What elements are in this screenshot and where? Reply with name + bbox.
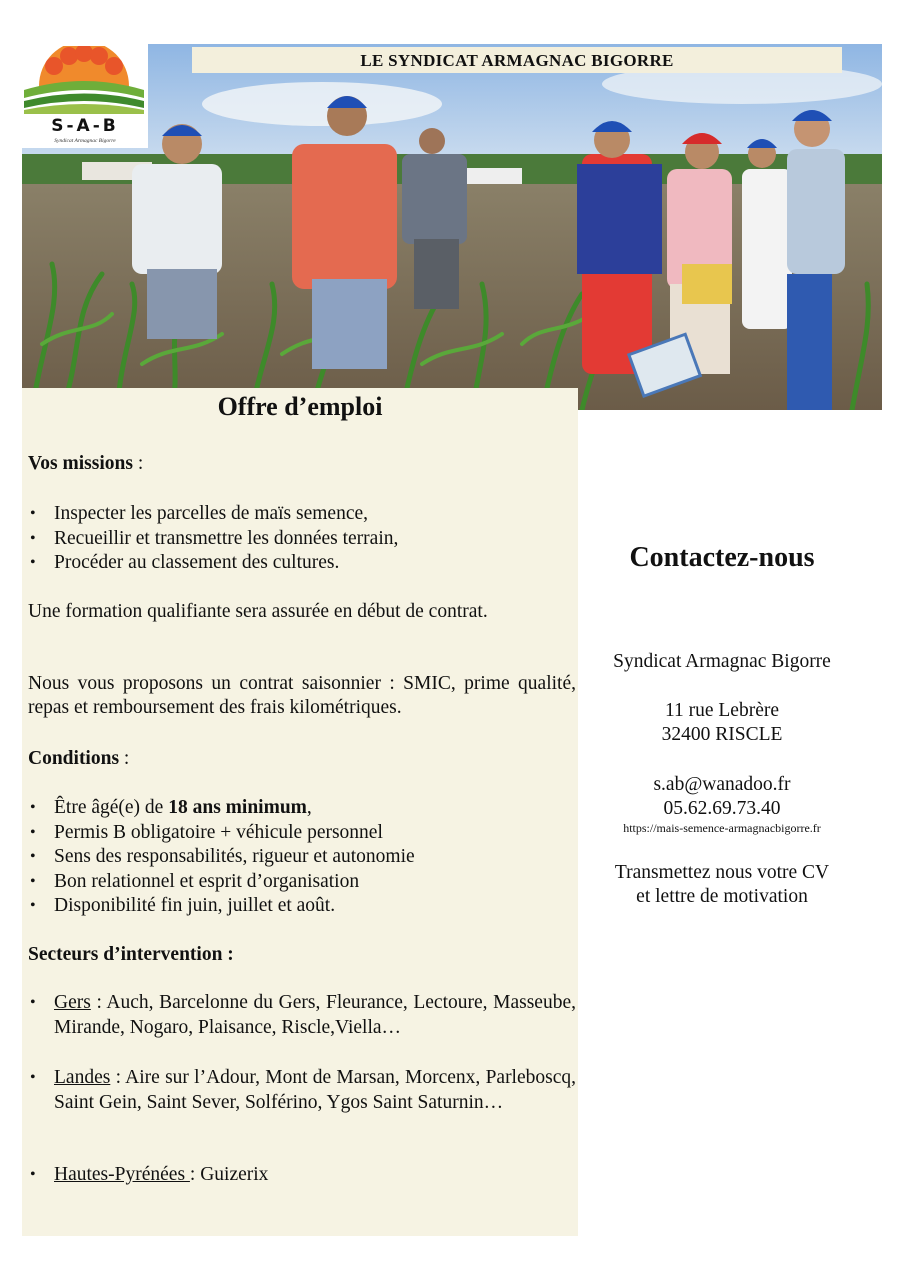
contact-website-link[interactable]: https://mais-semence-armagnacbigorre.fr [623,821,821,835]
list-item: • Gers : Auch, Barcelonne du Gers, Fleurance, Lectoure, Masseube, Mirande, Nogaro, Plaisance, Riscle,Viella… [30,992,576,1038]
logo-text: S-A-B [51,116,119,136]
sun-field-logo-icon [24,46,144,114]
list-item: • Être âgé(e) de 18 ans minimum, [30,797,312,818]
conditions-heading: Conditions : [28,748,130,769]
contact-org: Syndicat Armagnac Bigorre [613,651,831,672]
training-text: Une formation qualifiante sera assurée en début de contrat. [28,601,488,622]
sectors-list-landes [28,1066,576,1115]
contact-phone[interactable]: 05.62.69.73.40 [663,798,781,819]
list-item: • Recueillir et transmettre les données terrain, [30,527,399,549]
conditions-list [28,796,568,919]
contact-city: 32400 RISCLE [661,724,783,745]
contact-title: Contactez-nous [629,542,815,573]
sab-logo [22,44,148,148]
sectors-heading: Secteurs d’intervention : [28,944,234,965]
contact-street: 11 rue Lebrère [664,700,780,721]
banner-title: LE SYNDICAT ARMAGNAC BIGORRE [192,47,842,73]
list-item: • Bon relationnel et esprit d’organisation [30,870,360,892]
list-item: • Inspecter les parcelles de maïs semence, [30,503,369,524]
missions-heading: Vos missions : [28,453,144,474]
list-item: • Hautes-Pyrénées : Guizerix [30,1164,269,1185]
job-offer-title: Offre d’emploi [217,392,383,421]
list-item: • Landes : Aire sur l’Adour, Mont de Marsan, Morcenx, Parleboscq, Saint Gein, Saint Sever, Solférino, Ygos Saint Saturnin… [30,1067,576,1113]
missions-list [28,502,568,576]
list-item: • Permis B obligatoire + véhicule personnel [30,821,383,843]
list-item: • Sens des responsabilités, rigueur et autonomie [30,846,415,867]
header-photo [22,44,882,410]
logo-subtext: Syndicat Armagnac Bigorre [54,138,116,144]
contact-email[interactable]: s.ab@wanadoo.fr [653,774,791,795]
sectors-list [28,991,576,1040]
list-item: • Procéder au classement des cultures. [30,552,340,573]
contract-text: Nous vous proposons un contrat saisonnier : SMIC, prime qualité, repas et remboursement des frais kilométriques. [28,673,576,718]
cta-line-2: et lettre de motivation [636,886,808,907]
sectors-list-hautes-pyrenees [28,1163,576,1188]
list-item: • Disponibilité fin juin, juillet et août. [30,895,336,916]
cta-line-1: Transmettez nous votre CV [614,862,830,883]
